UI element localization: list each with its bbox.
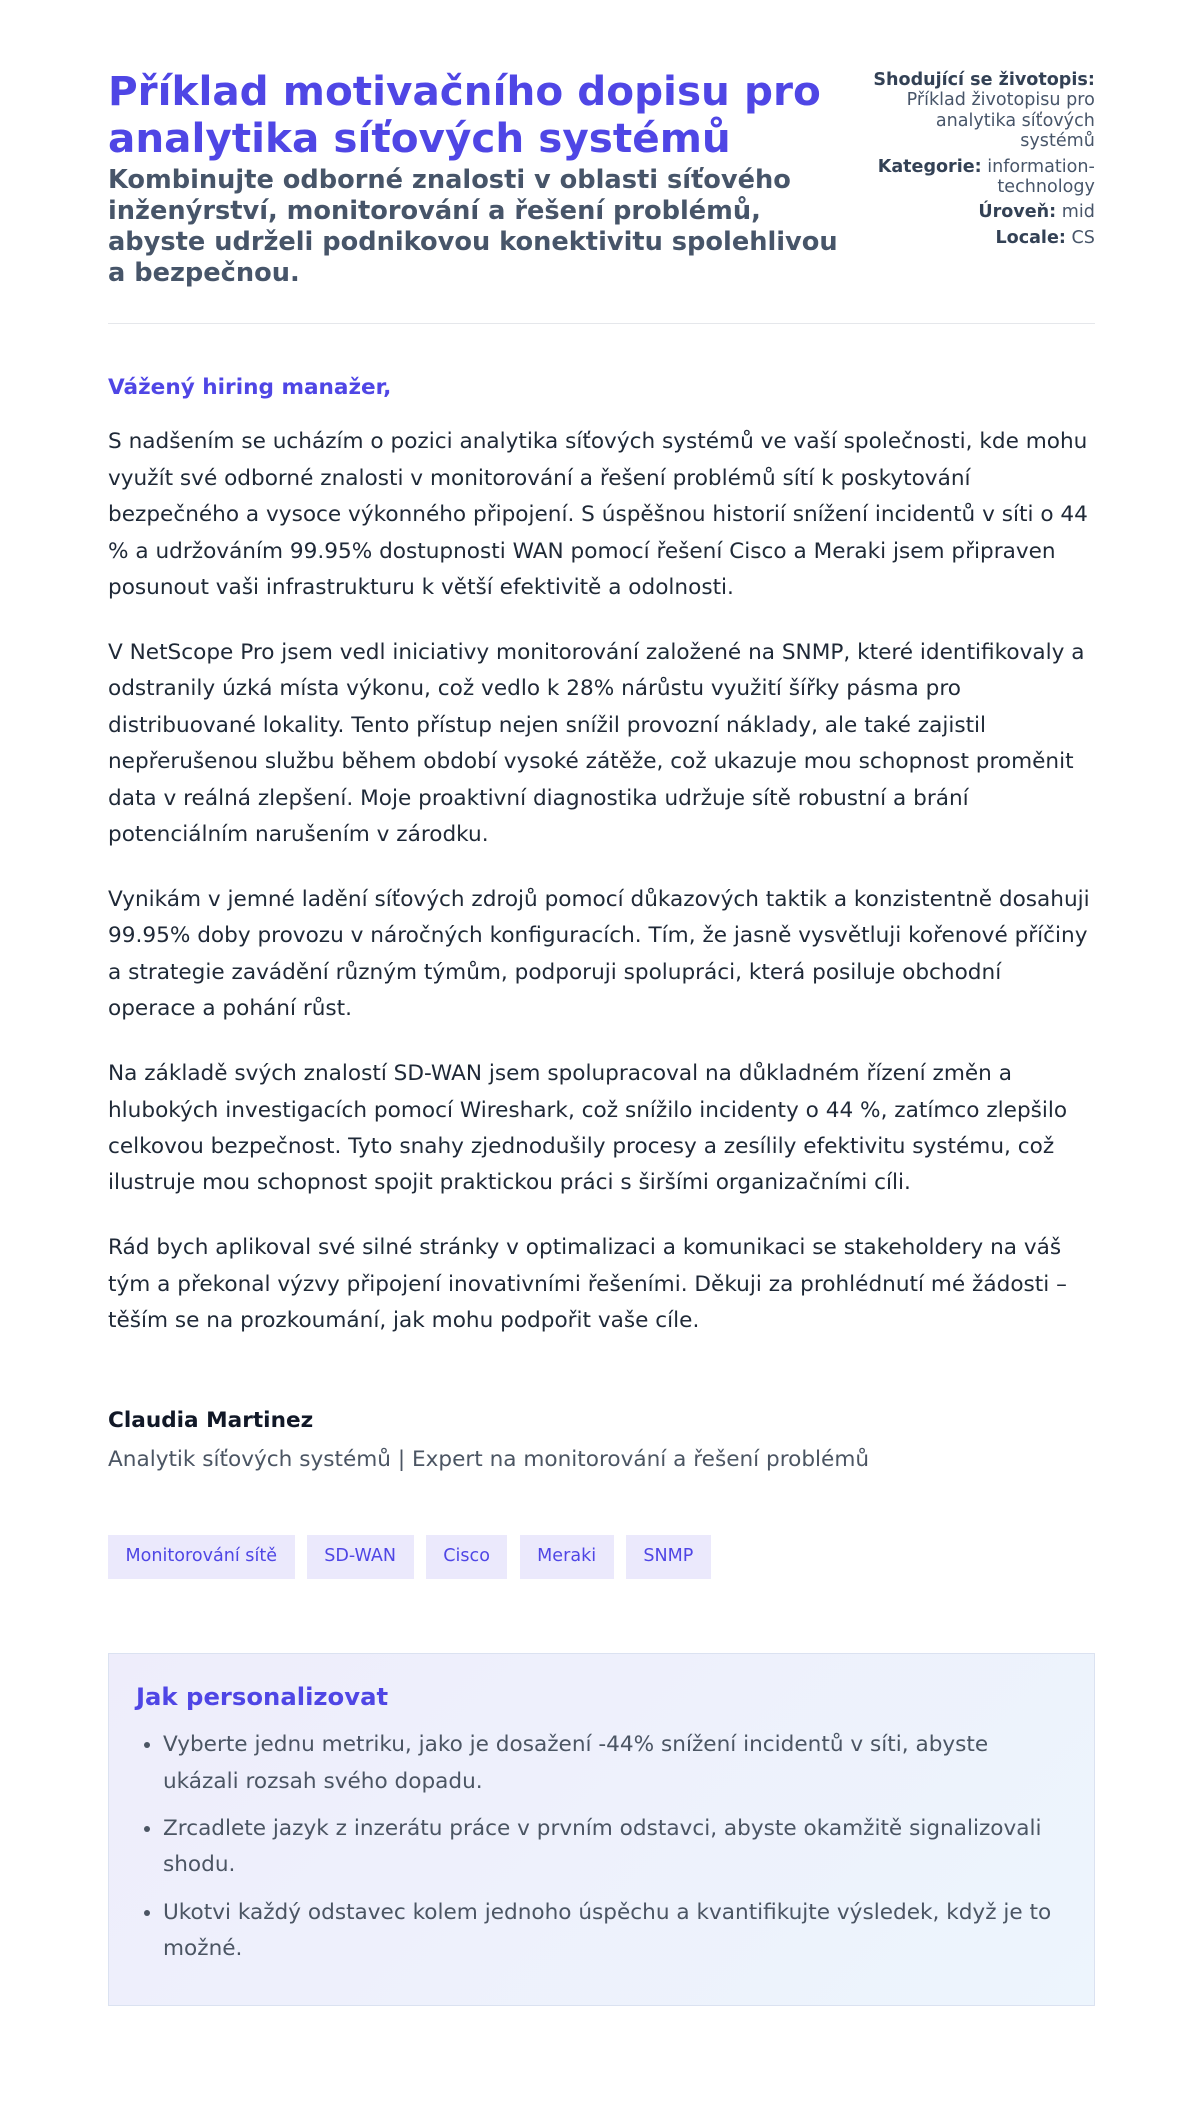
page-title: Příklad motivačního dopisu pro analytika síťových systémů: [108, 66, 821, 162]
tips-list: [136, 1727, 1067, 1967]
meta-locale: Locale: CS: [995, 228, 1095, 249]
skill-tag: SD-WAN: [307, 1535, 414, 1578]
letter-paragraph: S nadšením se ucházím o pozici analytika síťových systémů ve vaší společnosti, kde mohu využít své odborné znalosti v monitorování a řešení problémů sítí k poskytování bezpečného a vysoce výkonného připojení. S úspěšnou historií snížení incidentů v síti o 44 % a udržováním 99.95% dostupnosti WAN pomocí řešení Cisco a Meraki jsem připraven posunout vaši infrastrukturu k větší efektivitě a odolnosti.: [108, 429, 1088, 601]
skill-tag: Cisco: [426, 1535, 508, 1578]
personalize-tips-box: [108, 1653, 1095, 2007]
page-subtitle: Kombinujte odborné znalosti v oblasti síťového inženýrství, monitorování a řešení problémů, abyste udrželi podnikovou konektivitu spolehlivou a bezpečnou.: [108, 164, 838, 288]
meta-category: Kategorie: information-technology: [877, 156, 1095, 197]
tips-heading: Jak personalizovat: [136, 1682, 389, 1712]
meta-level: Úroveň: mid: [978, 202, 1095, 223]
signature-name: Claudia Martinez: [108, 1408, 314, 1434]
title-block: [108, 68, 844, 289]
skill-tag: Meraki: [520, 1535, 614, 1578]
letter-paragraph: Rád bych aplikoval své silné stránky v optimalizaci a komunikaci se stakeholdery na váš tým a překonal výzvy připojení inovativními řešeními. Děkuji za prohlédnutí mé žádosti – těším se na prozkoumání, jak mohu podpořit vaše cíle.: [108, 1235, 1067, 1334]
meta-resume: Shodující se životopis: Příklad životopisu pro analytika síťových systémů: [873, 70, 1095, 151]
page-header: [108, 0, 1095, 324]
letter-greeting: Vážený hiring manažer,: [108, 374, 392, 400]
tip-item: • Ukotvi každý odstavec kolem jednoho úspěchu a kvantifikujte výsledek, když je to možné.: [163, 1895, 1067, 1968]
signature-title: Analytik síťových systémů | Expert na monitorování a řešení problémů: [108, 1446, 870, 1472]
tip-item: • Vyberte jednu metriku, jako je dosažení -44% snížení incidentů v síti, abyste ukázali rozsah svého dopadu.: [163, 1727, 1067, 1800]
letter-paragraph: Na základě svých znalostí SD-WAN jsem spolupracoval na důkladném řízení změn a hlubokých investigacích pomocí Wireshark, což snížilo incidenty o 44 %, zatímco zlepšilo celkovou bezpečnost. Tyto snahy zjednodušily procesy a zesílily efektivitu systému, což ilustruje mou schopnost spojit praktickou práci s širšími organizačními cíli.: [108, 1061, 1068, 1196]
tip-item: • Zrcadlete jazyk z inzerátu práce v prvním odstavci, abyste okamžitě signalizovali shodu.: [163, 1811, 1067, 1884]
letter-paragraph: Vynikám v jemné ladění síťových zdrojů pomocí důkazových taktik a konzistentně dosahuji 99.95% doby provozu v náročných konfiguracích. Tím, že jasně vysvětluji kořenové příčiny a strategie zavádění různým týmům, podporuji spolupráci, která posiluje obchodní operace a pohání růst.: [108, 886, 1090, 1022]
letter-paragraph: V NetScope Pro jsem vedl iniciativy monitorování založené na SNMP, které identifikovaly a odstranily úzká místa výkonu, což vedlo k 28% nárůstu využití šířky pásma pro distribuované lokality. Tento přístup nejen snížil provozní náklady, ale také zajistil nepřerušenou službu během období vysoké zátěže, což ukazuje mou schopnost proměnit data v reálná zlepšení. Moje proaktivní diagnostika udržuje sítě robustní a brání potenciálním narušením v zárodku.: [108, 639, 1085, 848]
skill-tags: [108, 1535, 1095, 1578]
skill-tag: Monitorování sítě: [108, 1535, 295, 1578]
meta-panel: [872, 68, 1095, 289]
skill-tag: SNMP: [626, 1535, 711, 1578]
